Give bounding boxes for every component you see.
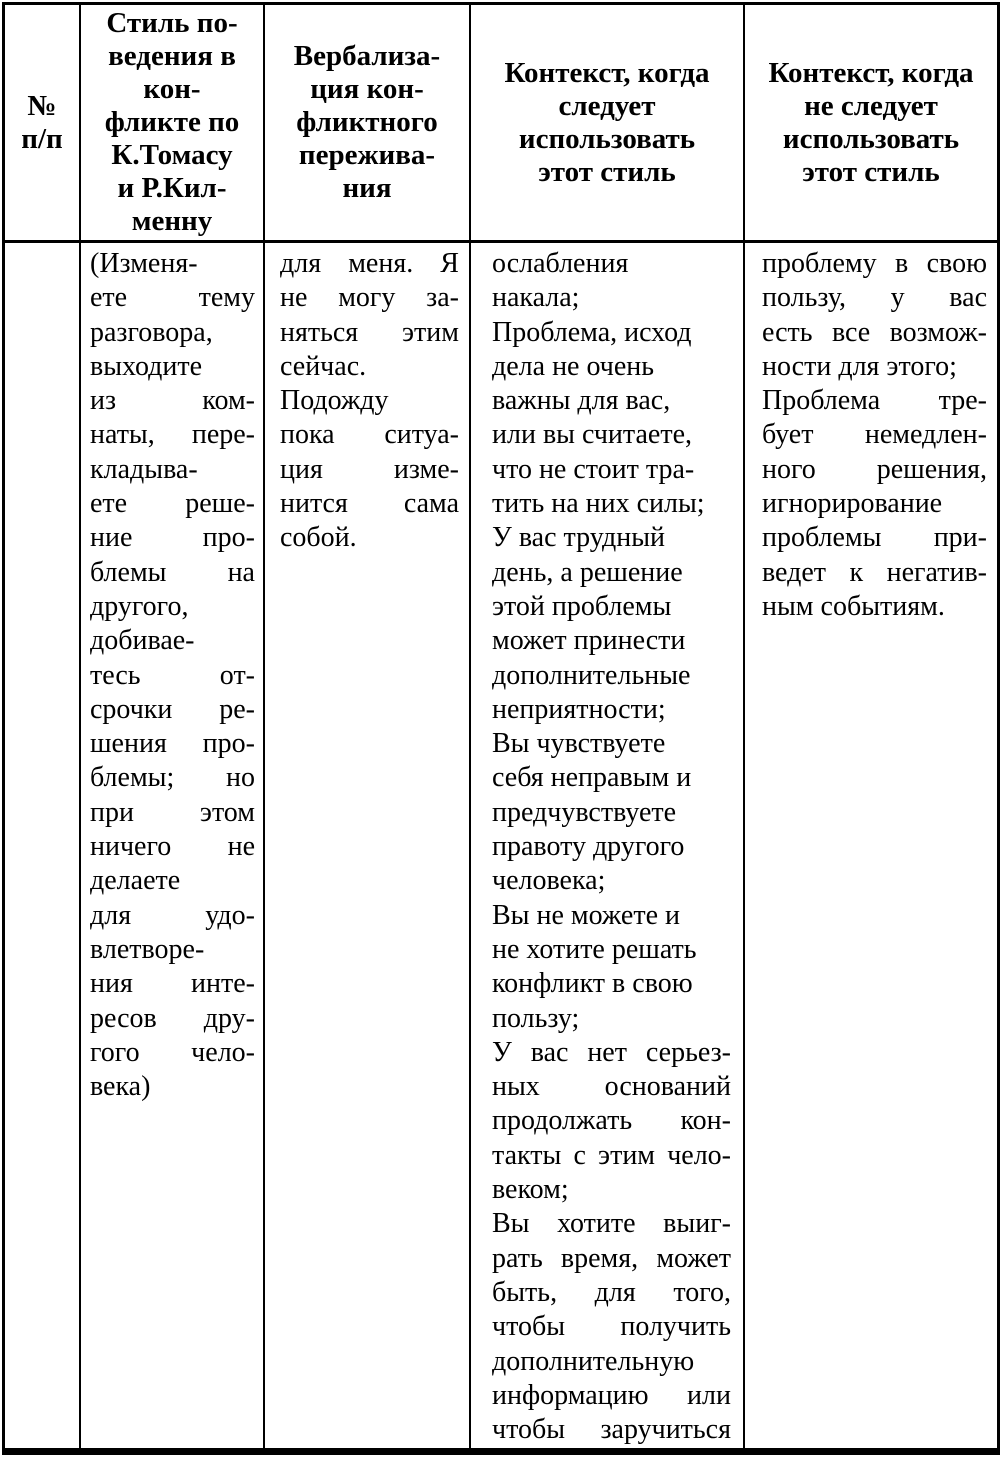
text-line: тесь от- [90, 659, 255, 691]
header-cell-context-not-use [745, 5, 997, 243]
text-line: продолжать кон- [492, 1105, 731, 1137]
text-line: нится сама [280, 488, 459, 520]
text-line: дополнительную [492, 1345, 695, 1377]
header-cell-verbalization [265, 5, 471, 243]
text-line: ослабления [492, 248, 629, 279]
paragraph [492, 727, 731, 898]
text-line: сейчас. [280, 350, 367, 382]
text-line: Проблема, исход [492, 316, 692, 348]
text-line: ных оснований [492, 1071, 731, 1103]
text-line: проблемы при- [762, 522, 987, 554]
header-line: использовать [782, 122, 960, 155]
text-line: ете тему [90, 282, 255, 314]
text-line: чтобы заручиться [492, 1414, 731, 1446]
text-line: кладыва- [90, 453, 198, 485]
text-line: шения про- [90, 728, 255, 760]
text-line: ного решения, [762, 453, 987, 485]
text-line: срочки ре- [90, 693, 255, 725]
paragraph [762, 384, 987, 624]
paragraph [762, 247, 987, 384]
body-cell-conflict-style [81, 243, 265, 1448]
text-line: проблему в свою [762, 248, 987, 279]
header-line: ведения в [108, 40, 236, 72]
paragraph [492, 1036, 731, 1207]
paragraph [280, 247, 459, 384]
text-line: может принести [492, 625, 686, 657]
text-line: для удо- [90, 899, 255, 931]
text-line: пользу; [492, 1002, 580, 1034]
text-line: гого чело- [90, 1036, 255, 1068]
text-line: ция изме- [280, 453, 459, 485]
text-line: собой. [280, 522, 357, 554]
header-line: пережива- [298, 139, 436, 171]
text-line: наты, пере- [90, 419, 255, 451]
header-line: ция кон- [310, 73, 424, 105]
text-line: пока ситуа- [280, 419, 459, 451]
header-line: Вербализа- [293, 40, 441, 72]
text-line: предчувствуете [492, 796, 677, 828]
text-line: делаете [90, 865, 181, 897]
text-line: себя неправым и [492, 762, 692, 794]
header-line: № [27, 89, 57, 122]
text-line: Проблема тре- [762, 385, 987, 417]
body-cell-context-not-use [745, 243, 997, 1448]
text-line: века) [90, 1071, 151, 1103]
body-cell-number [5, 243, 81, 1448]
text-line: конфликт в свою [492, 968, 693, 1000]
text-line: выходите [90, 350, 203, 382]
text-line: ния инте- [90, 968, 255, 1000]
paragraph [492, 316, 731, 522]
text-line: ничего не [90, 831, 255, 863]
text-line: разговора, [90, 316, 213, 348]
text-line: что не стоит тра- [492, 453, 695, 485]
text-line: день, а решение [492, 556, 683, 588]
text-line: человека; [492, 865, 606, 897]
text-line: бует немедлен- [762, 419, 987, 451]
text-line: для меня. Я [280, 248, 459, 279]
text-line: информацию или [492, 1379, 731, 1411]
text-line: ресов дру- [90, 1002, 255, 1034]
text-line: блемы на [90, 556, 255, 588]
text-line: такты с этим чело- [492, 1139, 731, 1171]
header-line: менну [131, 205, 213, 237]
text-line: чтобы получить [492, 1311, 731, 1343]
text-line: другого, [90, 590, 189, 622]
conflict-styles-table [2, 2, 1000, 1455]
text-line: рать время, может [492, 1242, 731, 1274]
text-line: Вы чувствуете [492, 728, 666, 760]
header-line: Контекст, когда [768, 56, 974, 89]
text-line: неприятности; [492, 693, 666, 725]
text-line: ние про- [90, 522, 255, 554]
text-line: важны для вас, [492, 385, 671, 417]
text-line: при этом [90, 796, 255, 828]
text-line: няться этим [280, 316, 459, 348]
text-line: (Изменя- [90, 248, 198, 279]
text-line: этой проблемы [492, 590, 672, 622]
text-line: Подожду [280, 385, 389, 417]
header-line: не следует [804, 89, 938, 122]
header-cell-number [5, 5, 81, 243]
text-line: ете реше- [90, 488, 255, 520]
body-row [5, 243, 997, 1448]
text-line: добивае- [90, 625, 195, 657]
text-line: Вы не можете и [492, 899, 680, 931]
header-line: ния [342, 172, 392, 204]
text-line: веком; [492, 1174, 569, 1206]
text-line: не хотите решать [492, 933, 697, 965]
text-line: дополнительные [492, 659, 691, 691]
header-line: использовать [518, 122, 696, 155]
text-line: ведет к негатив- [762, 556, 987, 588]
header-cell-conflict-style [81, 5, 265, 243]
header-line: Контекст, когда [504, 56, 710, 89]
header-line: и Р.Кил- [117, 172, 227, 204]
text-line: дела не очень [492, 350, 655, 382]
header-row [5, 5, 997, 243]
text-line: или вы считаете, [492, 419, 693, 451]
header-line: п/п [21, 122, 63, 155]
text-line: пользу, у вас [762, 282, 987, 314]
text-line: влетворе- [90, 933, 205, 965]
header-line: фликте по [104, 106, 240, 138]
header-line: фликтного [296, 106, 438, 138]
text-line: из ком- [90, 385, 255, 417]
paragraph [492, 247, 731, 316]
header-cell-context-use [471, 5, 745, 243]
header-line: кон- [143, 73, 201, 105]
text-line: накала; [492, 282, 580, 314]
header-line: этот стиль [802, 155, 940, 188]
text-line: не могу за- [280, 282, 459, 314]
text-line: есть все возмож- [762, 316, 987, 348]
text-line: У вас трудный [492, 522, 666, 554]
body-cell-verbalization [265, 243, 471, 1448]
text-line: игнорирование [762, 488, 943, 520]
text-line: ным событиям. [762, 590, 945, 622]
text-line: тить на них силы; [492, 488, 705, 520]
header-line: следует [558, 89, 656, 122]
text-line: У вас нет серьез- [492, 1036, 731, 1068]
paragraph [492, 899, 731, 1036]
paragraph [90, 247, 255, 1104]
text-line: блемы; но [90, 762, 255, 794]
header-line: К.Томасу [111, 139, 233, 171]
header-line: Стиль по- [106, 7, 238, 39]
body-cell-context-use [471, 243, 745, 1448]
paragraph [280, 384, 459, 555]
text-line: Вы хотите выиг- [492, 1208, 731, 1240]
text-line: быть, для того, [492, 1276, 731, 1308]
paragraph [492, 521, 731, 727]
paragraph [492, 1207, 731, 1447]
text-line: ности для этого; [762, 350, 957, 382]
text-line: правоту другого [492, 831, 685, 863]
header-line: этот стиль [538, 155, 676, 188]
